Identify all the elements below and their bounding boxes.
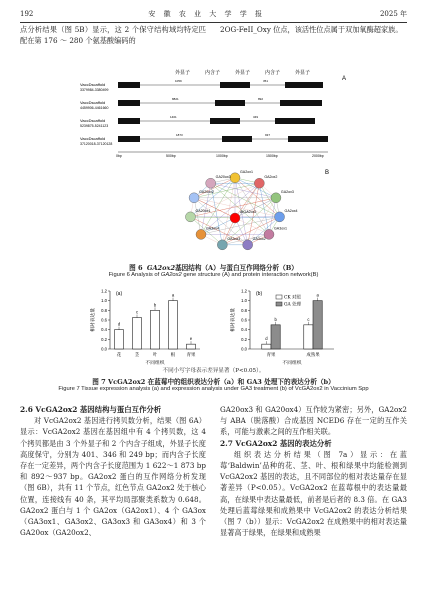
significance-letter: c xyxy=(135,309,139,315)
svg-text:892: 892 xyxy=(258,97,264,101)
network-node xyxy=(271,190,294,203)
network-node-label: AtGA2ox2 xyxy=(240,210,257,214)
network-node xyxy=(275,209,298,222)
legend-label: GA 处理 xyxy=(284,302,301,308)
network-node xyxy=(243,237,266,250)
x-tick-label: 花 xyxy=(116,353,122,358)
x-tick-label: 青果 xyxy=(186,353,196,358)
right-column xyxy=(220,404,407,538)
x-tick-label: 根 xyxy=(170,353,176,358)
legend-exon-1: 外显子 xyxy=(175,70,191,76)
right-paragraph-2: 组织表达分析结果（图 7a）显示：在蓝莓‘Baldwin’品种的花、茎、叶、根和绿果中均能检测到 VcGA2ox2 基因的表达，且不同部位的相对表达量存在显著差异（P<0.05）。VcGA2ox2 在蓝莓根中的表达量最高，在绿果中表达量最低，前者是后者的 8.3 倍。在 GA3 处理后蓝莓绿果和成熟果中 VcGA2ox2 的表达分析结果（图 7（b））显示：VcGA2ox2 在成熟果中的相对表达量显著高于绿果，在绿果和成熟果 xyxy=(220,449,407,538)
gene-structure-figure xyxy=(80,66,350,158)
figure7-caption-en: Figure 7 Tissue expression analysis (a) and expression analysis under GA3 treatment (b) of VcGA2ox2 in Vaccinium Spp xyxy=(58,386,369,392)
bar xyxy=(187,344,196,349)
bar xyxy=(151,310,160,349)
top-left-paragraph xyxy=(20,24,206,46)
gene-coords: 3379984-3380499 xyxy=(80,88,109,92)
significance-letter: b xyxy=(153,302,157,308)
right-paragraph-1: GA20ox3 和 GA20ox4）互作较为紧密；另外，GA2ox2 与 ABA（脱落酸）合成基因 NCED6 存在一定的互作关系，可能与激素之间的互作相关联。 xyxy=(220,405,407,437)
svg-text:351: 351 xyxy=(263,79,269,83)
network-node-label: GA2ox3 xyxy=(280,189,294,194)
bar xyxy=(262,344,271,349)
network-node xyxy=(254,175,277,188)
significance-letter: d xyxy=(265,336,268,342)
bar xyxy=(271,325,280,349)
svg-text:8821: 8821 xyxy=(172,97,179,101)
journal-title: 安 徽 农 业 大 学 学 报 xyxy=(148,10,265,18)
svg-text:1000bp: 1000bp xyxy=(216,154,228,158)
x-tick-label: 青果 xyxy=(266,353,276,358)
bar xyxy=(313,301,322,349)
significance-letter: c xyxy=(307,316,310,322)
network-node xyxy=(264,226,287,239)
header-year: 2025 年 xyxy=(379,10,407,18)
gene-row xyxy=(80,79,323,92)
bar xyxy=(133,318,142,349)
legend-intron-2: 内含子 xyxy=(265,70,281,76)
panel-label-a: A xyxy=(342,76,347,82)
bar xyxy=(304,325,313,349)
bar xyxy=(115,330,124,349)
gene-row xyxy=(80,133,328,146)
bar xyxy=(169,301,178,349)
x-tick-label: 成熟果 xyxy=(306,353,320,358)
y-tick-label: 0.2 xyxy=(101,336,107,342)
section-2-7-title: 2.7 VcGA2ox2 基因的表达分析 xyxy=(220,438,332,448)
legend-swatch xyxy=(276,295,282,299)
y-tick-label: 1.2 xyxy=(101,288,107,294)
scale-axis xyxy=(116,152,328,158)
y-tick-label: 1.2 xyxy=(241,288,247,294)
y-tick-label: 0.8 xyxy=(101,307,107,313)
gene-coords: 4459906-4461660 xyxy=(80,106,109,110)
network-node-label: GA3ox4 xyxy=(205,226,219,231)
gene-name: VaccDscaffold xyxy=(80,136,106,141)
x-tick-label: 茎 xyxy=(134,353,140,358)
svg-text:1059: 1059 xyxy=(175,79,182,83)
svg-text:2000bp: 2000bp xyxy=(312,154,324,158)
svg-text:500bp: 500bp xyxy=(166,154,176,158)
network-node-label: GA3ox3 xyxy=(227,236,241,241)
y-tick-label: 0.8 xyxy=(241,307,247,313)
x-axis-label: 不同组织 xyxy=(145,361,165,366)
left-column xyxy=(20,404,206,538)
network-edge xyxy=(211,183,269,234)
gene-name: VaccDscaffold xyxy=(80,82,106,87)
svg-text:1873: 1873 xyxy=(176,133,183,137)
protein-interaction-network xyxy=(140,160,340,260)
y-axis-label: 相对表达量 xyxy=(91,308,96,332)
section-2-6-title: 2.6 VcGA2ox2 基因结构与蛋白互作分析 xyxy=(20,405,162,414)
network-node-label: GA2ox1 xyxy=(240,169,253,174)
x-tick-label: 叶 xyxy=(152,353,158,358)
network-edge xyxy=(222,178,235,245)
y-tick-label: 0.4 xyxy=(241,327,247,333)
y-tick-label: 0.2 xyxy=(241,336,247,342)
figure6-caption-cn: 图 6 GA2ox2基因结构（A）与蛋白互作网络分析（B） xyxy=(129,264,298,272)
top-right-text: 2OG-FeII_Oxy 位点，该活性位点属于双加氧酶超家族。 xyxy=(220,25,403,34)
significance-letter: e xyxy=(189,336,193,342)
top-left-text: 点分析结果（图 5B）显示，这 2 个保守结构域均特定匹配在第 176 ～ 280 个氨基酸编码的 xyxy=(20,25,206,46)
legend-label: CK 对照 xyxy=(284,295,301,301)
y-tick-label: 0.0 xyxy=(101,346,107,352)
section-2-6-paragraph: 对 VcGA2ox2 基因进行拷贝数分析，结果（图 6A）显示：VcGA2ox2 基因在基因组中有 4 个拷贝数，这 4 个拷贝都是由 3 个外显子和 2 个内含子组成，外显子长度高度保守，分别为 401、346 和 249 bp；而内含子长度存在一定差异，两个内含子长度范围为 1 622～1 873 bp 和 892～937 bp。GA2ox2 蛋白的互作网络分析发现（图 6B），共有 11 个节点，红色节点 GA2ox2 处于核心位置，连接线有 40 条，其平均局部聚类系数为 0.648。GA2ox2 蛋白与 1 个 GA2ox（GA2ox1）、4 个 GA3ox（GA3ox1、GA3ox2、GA3ox3 和 GA3ox4）和 3 个 GA20ox（GA20ox2、 xyxy=(20,416,206,538)
y-tick-label: 0.6 xyxy=(101,317,107,323)
legend-exon-3: 外显子 xyxy=(295,70,311,76)
gene-row xyxy=(80,97,322,110)
network-node-label: GA20ox3 xyxy=(215,175,231,180)
gene-coords: 5239875-5241123 xyxy=(80,124,109,128)
network-node-label: GA2ox2 xyxy=(264,175,278,180)
legend-exon-2: 外显子 xyxy=(235,70,251,76)
svg-text:937: 937 xyxy=(265,133,271,137)
page-number: 192 xyxy=(20,10,34,18)
y-tick-label: 1.0 xyxy=(241,298,247,304)
page-header xyxy=(20,8,407,23)
significance-letter: b xyxy=(274,316,277,322)
y-axis-label: 相对表达量 xyxy=(231,308,236,332)
network-node-label: GA20ox1 xyxy=(195,208,211,213)
svg-text:1401: 1401 xyxy=(170,115,177,119)
y-tick-label: 0.6 xyxy=(241,317,247,323)
panel-label-b: B xyxy=(325,170,330,176)
svg-text:349: 349 xyxy=(253,115,259,119)
gene-row xyxy=(80,115,315,128)
gene-name: VaccDscaffold xyxy=(80,100,106,105)
svg-text:1500bp: 1500bp xyxy=(266,154,278,158)
y-tick-label: 0.4 xyxy=(101,327,107,333)
legend-swatch xyxy=(276,302,282,306)
top-right-paragraph xyxy=(220,24,407,35)
panel-label: (b) xyxy=(256,291,263,297)
figure7-note: 不同小写字母表示差异显著（P<0.05）。 xyxy=(162,368,265,374)
significance-letter: a xyxy=(171,292,175,298)
ga-treatment-expression-chart xyxy=(228,285,340,367)
network-node-label: GA3ox2 xyxy=(252,236,266,241)
figure6-caption-en: Figure 6 Analysis of GA2ox2 gene structure (A) and protein interaction network(B) xyxy=(108,272,319,278)
network-node-label: GA3ox1 xyxy=(274,226,288,231)
significance-letter: a xyxy=(316,292,319,298)
network-node-label: GA2ox4 xyxy=(284,208,298,213)
y-tick-label: 1.0 xyxy=(101,298,107,304)
significance-letter: d xyxy=(117,321,121,327)
legend-intron-1: 内含子 xyxy=(205,70,221,76)
y-tick-label: 0.0 xyxy=(241,346,247,352)
gene-name: VaccDscaffold xyxy=(80,118,106,123)
svg-text:0bp: 0bp xyxy=(116,154,122,158)
panel-label: (a) xyxy=(116,291,123,297)
network-node-label: GA20ox2 xyxy=(199,189,215,194)
gene-coords: 37120018-37120128 xyxy=(80,142,113,146)
tissue-expression-chart xyxy=(88,285,206,367)
x-axis-label: 不同组织 xyxy=(282,361,302,366)
figure7-caption-cn: 图 7 VcGA2ox2 在蓝莓中的组织表达分析（a）和 GA3 处理下的表达分析（b） xyxy=(92,378,335,386)
